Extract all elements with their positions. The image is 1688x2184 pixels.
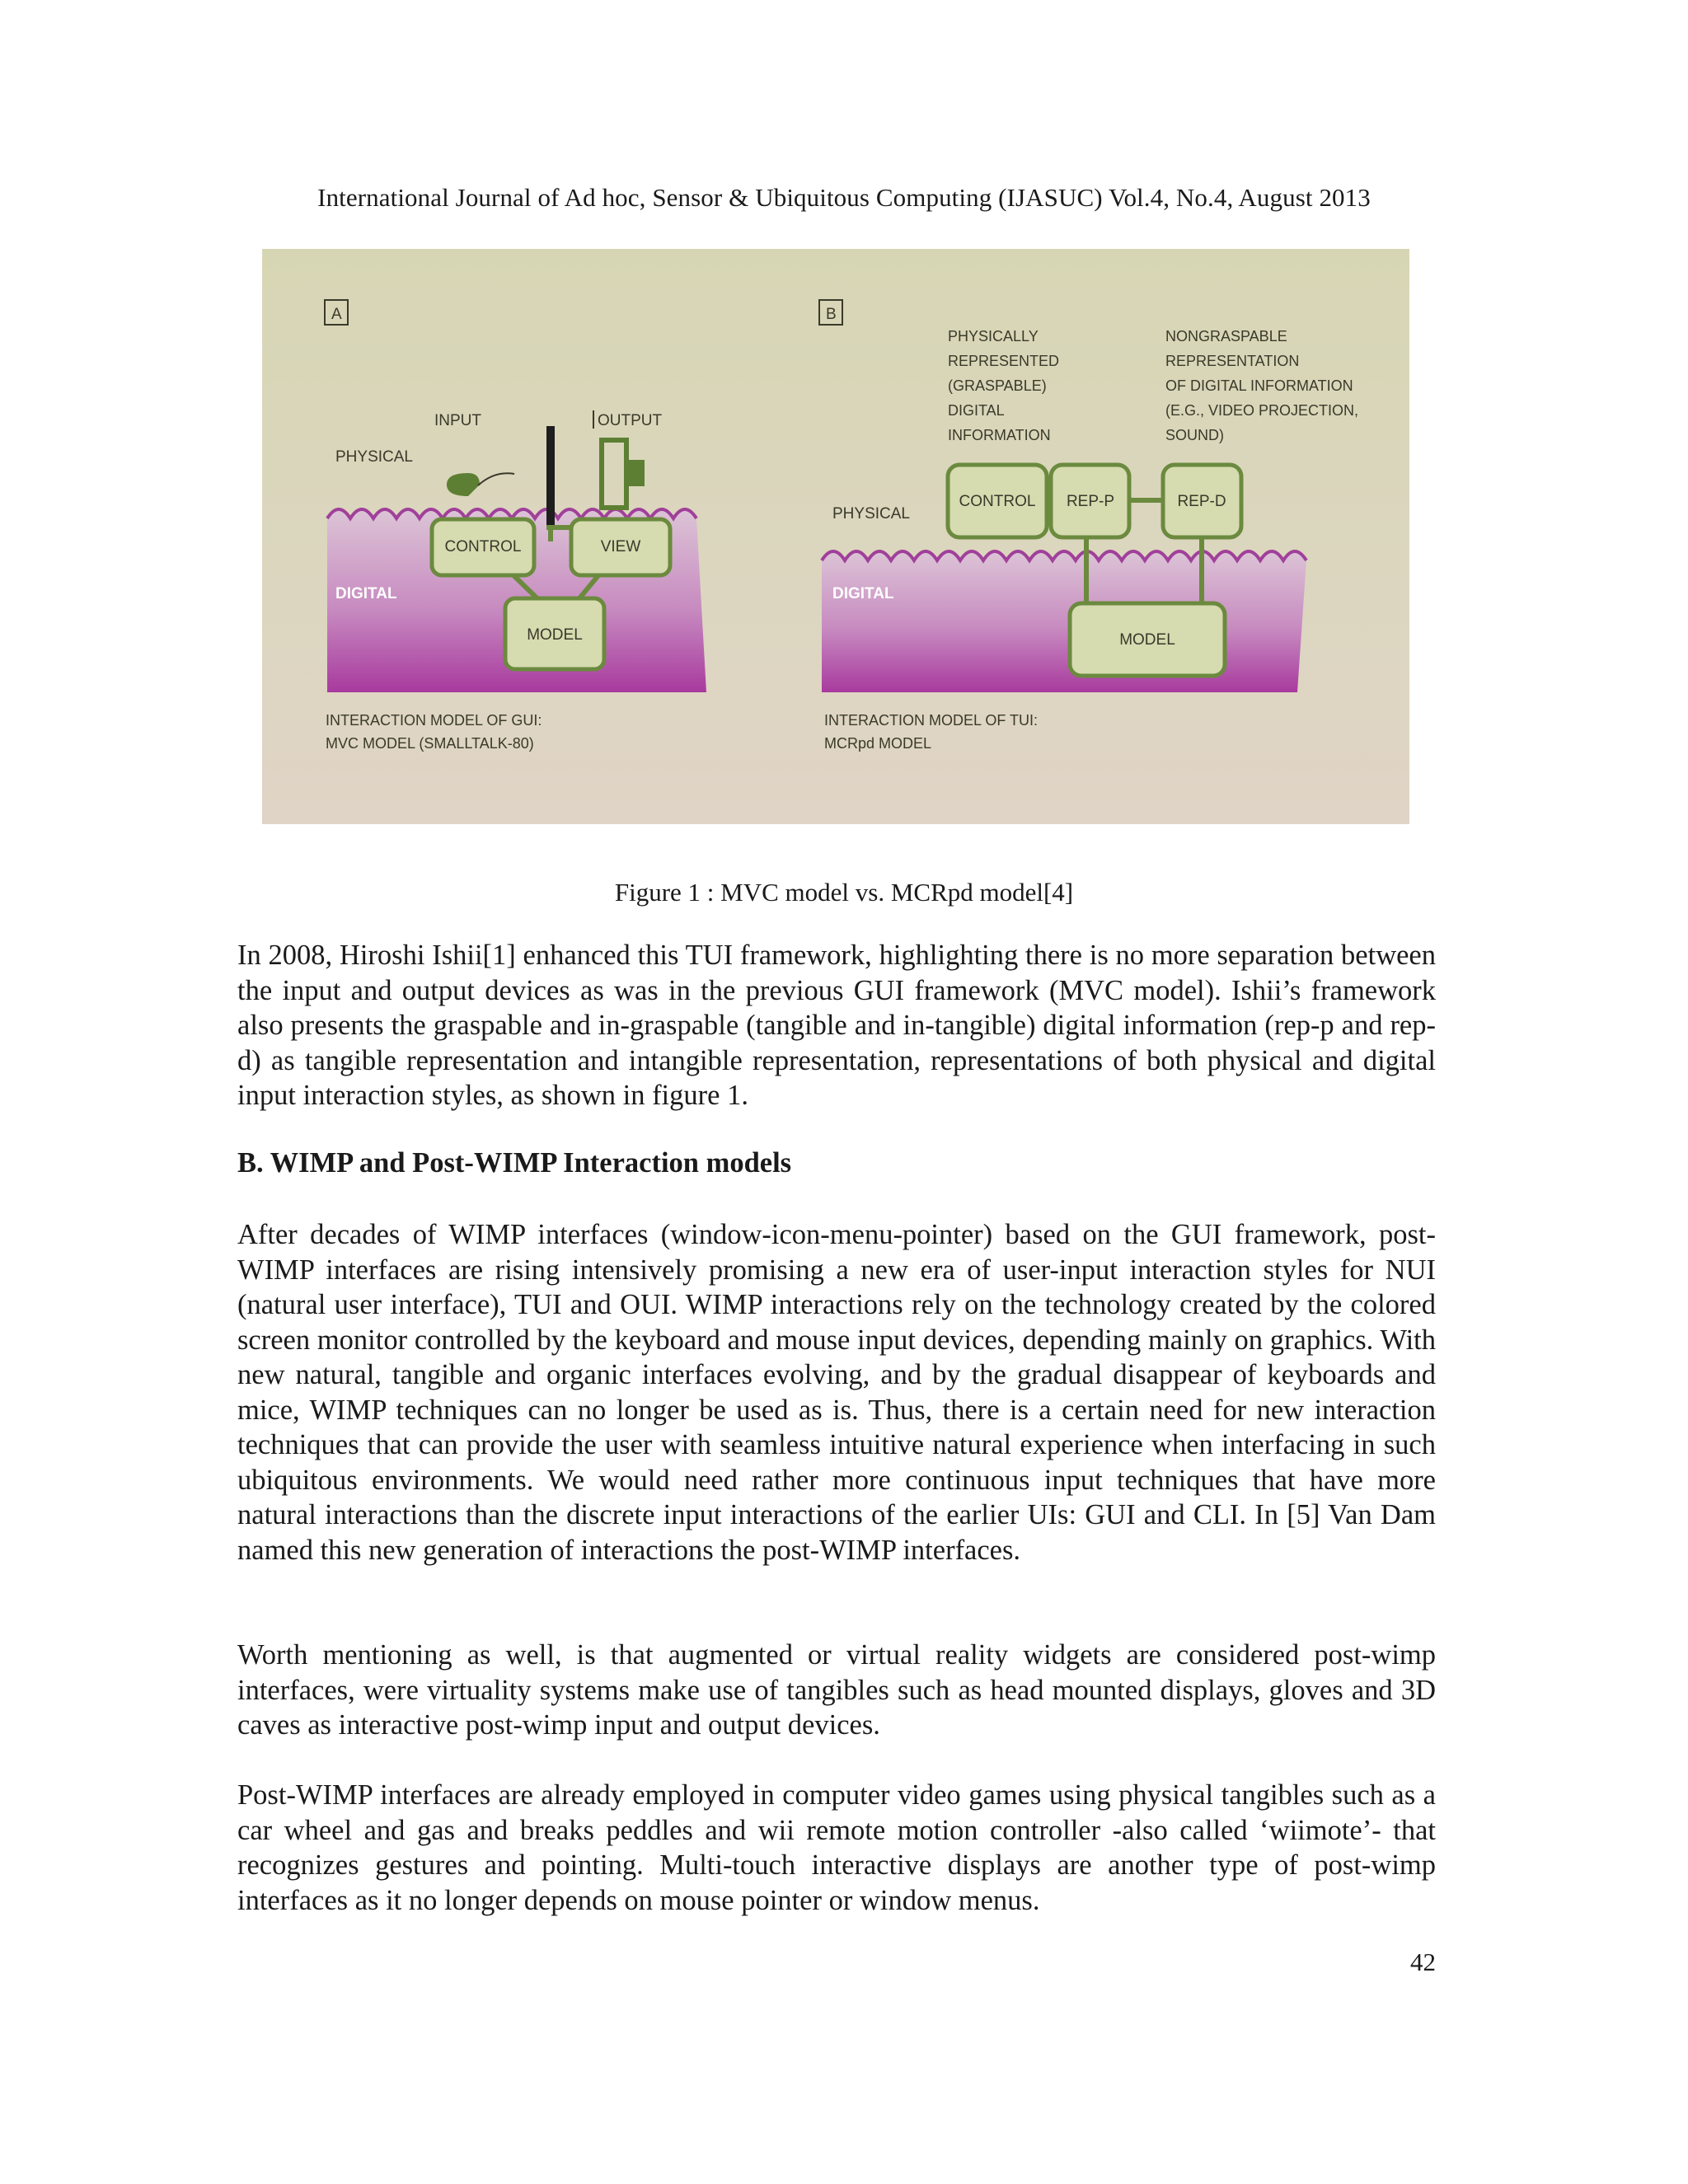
panel-b-model-label: MODEL <box>1119 631 1175 649</box>
tui-caption-line2: MCRpd MODEL <box>824 735 932 752</box>
mvc-mcrpd-diagram <box>262 249 1409 824</box>
nongraspable-line-1: NONGRASPABLE <box>1165 328 1287 344</box>
panel-a-tag: A <box>331 306 342 323</box>
nongraspable-line-3: OF DIGITAL INFORMATION <box>1165 377 1353 394</box>
nongraspable-line-2: REPRESENTATION <box>1165 353 1300 369</box>
graspable-line-2: REPRESENTED <box>948 353 1060 369</box>
paragraph-3: Worth mentioning as well, is that augmented or virtual reality widgets are considered post-wimp interfaces, were virtuality systems make use of tangibles such as head mounted displays, gloves and 3D caves as interactive post-wimp input and output devices. <box>237 1639 1436 1741</box>
tui-caption-line1: INTERACTION MODEL OF TUI: <box>824 712 1039 729</box>
panel-a-model-label: MODEL <box>527 626 583 644</box>
panel-b-digital-region <box>822 551 1306 692</box>
rep-p-label: REP-P <box>1066 493 1115 510</box>
nongraspable-line-5: SOUND) <box>1165 427 1224 443</box>
paragraph-4: Post-WIMP interfaces are already employed in computer video games using physical tangibles such as a car wheel and gas and breaks peddles and wii remote motion controller -also called ‘wiimote’- that recognizes gestures and pointing. Multi-touch interactive displays are another type of post-wimp interfaces as it no longer depends on mouse pointer or window menus. <box>237 1779 1436 1916</box>
panel-a-physical-label: PHYSICAL <box>335 448 413 466</box>
page-number: 42 <box>1410 1947 1436 1976</box>
output-device-icon <box>602 440 645 508</box>
panel-a-digital-label: DIGITAL <box>335 585 397 602</box>
graspable-line-1: PHYSICALLY <box>948 328 1039 344</box>
panel-b-tag: B <box>826 306 837 323</box>
control-label: CONTROL <box>444 538 522 555</box>
graspable-line-5: INFORMATION <box>948 427 1051 443</box>
gui-caption-line1: INTERACTION MODEL OF GUI: <box>326 712 542 729</box>
view-label: VIEW <box>600 538 641 555</box>
screen-bar <box>546 426 555 525</box>
panel-b-control-label: CONTROL <box>959 493 1036 510</box>
input-label: INPUT <box>434 412 481 429</box>
panel-b-physical-label: PHYSICAL <box>832 505 910 523</box>
graspable-line-4: DIGITAL <box>948 402 1005 419</box>
figure-caption: Figure 1 : MVC model vs. MCRpd model[4] <box>614 878 1074 907</box>
panel-b <box>819 300 1358 752</box>
gui-caption-line2: MVC MODEL (SMALLTALK-80) <box>326 735 534 752</box>
graspable-line-3: (GRASPABLE) <box>948 377 1047 394</box>
paragraph-2: After decades of WIMP interfaces (window-icon-menu-pointer) based on the GUI framework, post-WIMP interfaces are rising intensively promising a new era of user-input interaction styles for NUI (natural user interface), TUI and OUI. WIMP interactions rely on the technology created by the colored screen monitor controlled by the keyboard and mouse input devices, depending mainly on graphics. With new natural, tangible and organic interfaces evolving, and by the gradual disappear of keyboards and mice, WIMP techniques can no longer be used as is. Thus, there is a certain need for new interaction techniques that can provide the user with seamless intuitive natural experience when interfacing in such ubiquitous environments. We would need rather more continuous input techniques that have more natural interactions than the discrete input interactions of the earlier UIs: GUI and CLI. In [5] Van Dam named this new generation of interactions the post-WIMP interfaces. <box>237 1219 1436 1566</box>
panel-a <box>325 300 706 752</box>
nongraspable-line-4: (E.G., VIDEO PROJECTION, <box>1165 402 1359 419</box>
paragraph-1: In 2008, Hiroshi Ishii[1] enhanced this TUI framework, highlighting there is no more separation between the input and output devices as was in the previous GUI framework (MVC model). Ishii’s framework also presents the graspable and in-graspable (tangible and in-tangible) digital information (rep-p and rep-d) as tangible representation and intangible representation, representations of both physical and digital input interaction styles, as shown in figure 1. <box>237 940 1436 1111</box>
figure-1-diagram <box>262 249 1409 824</box>
output-label: OUTPUT <box>598 412 663 429</box>
panel-b-digital-label: DIGITAL <box>832 585 894 602</box>
mouse-icon <box>447 473 514 496</box>
section-heading: B. WIMP and Post-WIMP Interaction models <box>237 1147 792 1179</box>
running-header: International Journal of Ad hoc, Sensor & Ubiquitous Computing (IJASUC) Vol.4, No.4, August 2013 <box>317 183 1371 212</box>
rep-d-label: REP-D <box>1177 493 1226 510</box>
